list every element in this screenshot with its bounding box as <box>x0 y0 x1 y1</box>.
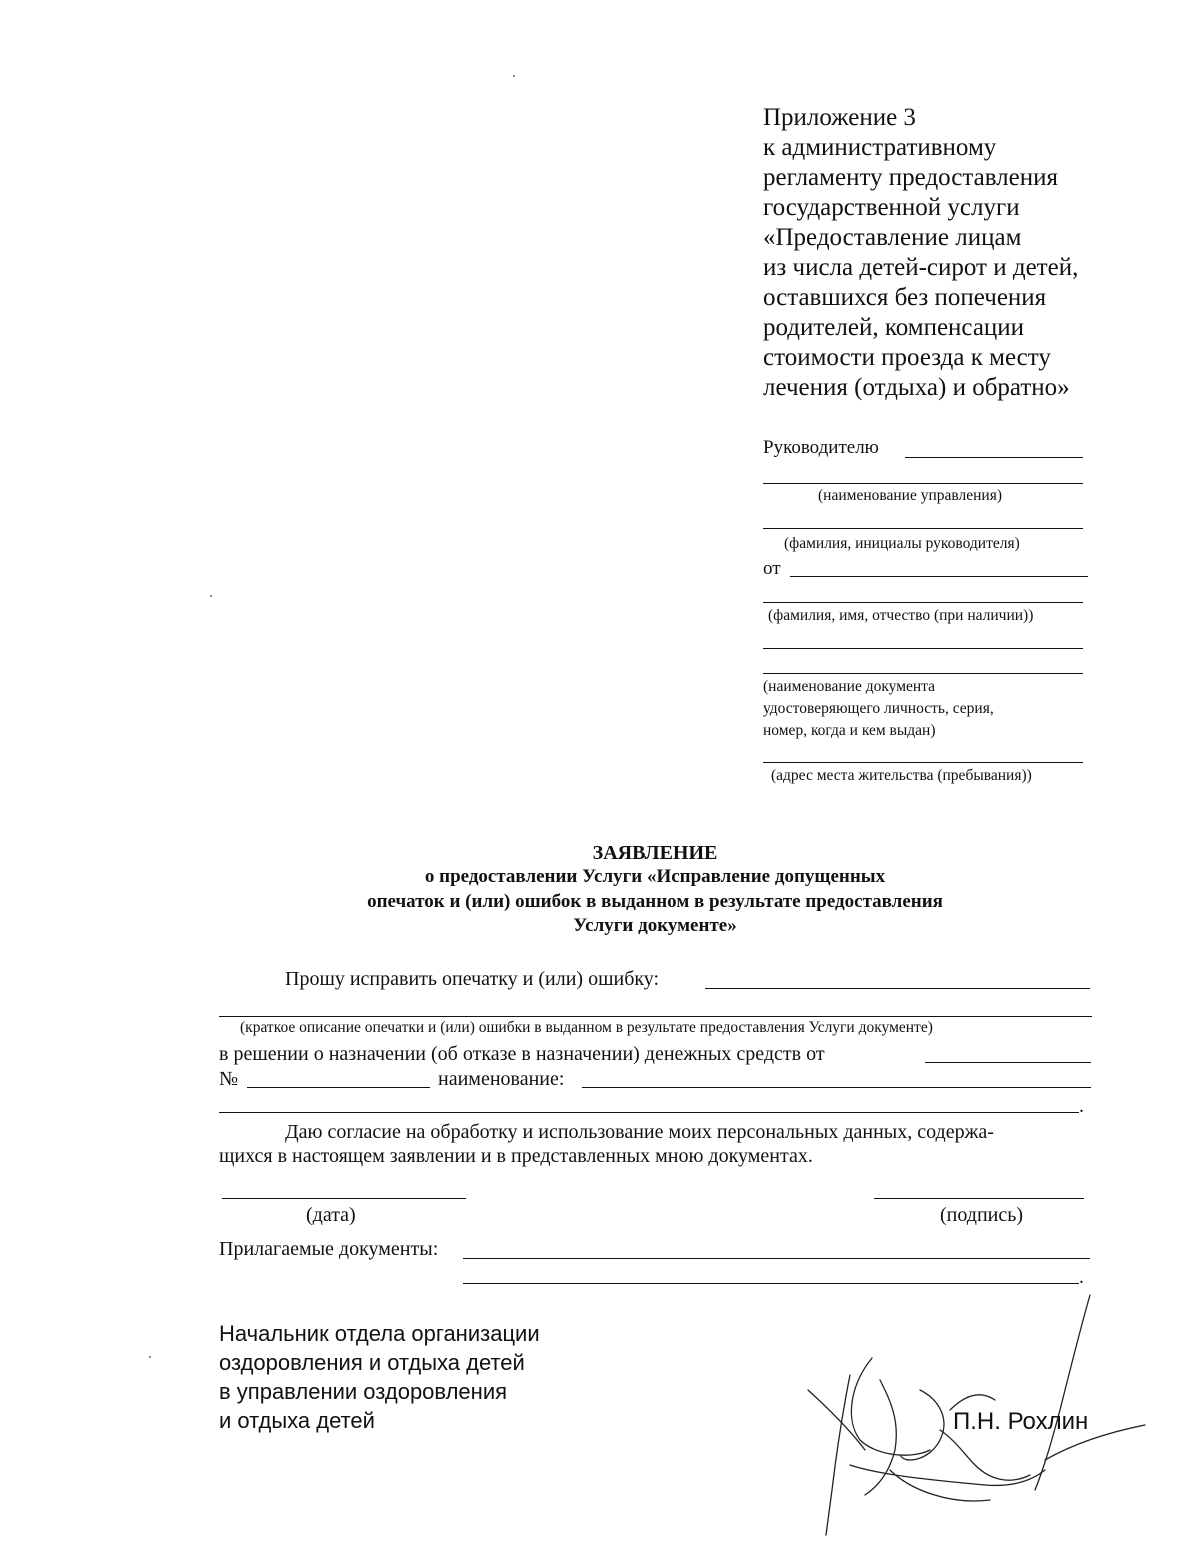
appendix-line: к административному <box>763 134 997 161</box>
appendix-line: стоимости проезда к месту <box>763 344 1051 371</box>
line-period: . <box>1079 1266 1084 1288</box>
decision-date-field[interactable] <box>925 1062 1091 1063</box>
department-field[interactable] <box>763 483 1083 484</box>
position-line: и отдыха детей <box>219 1408 375 1433</box>
subheading-line: Услуги документе» <box>573 915 737 936</box>
error-field-1[interactable] <box>705 988 1090 989</box>
error-caption: (краткое описание опечатки и (или) ошибки в выданном в результате предоставления Услуги документе) <box>240 1019 933 1036</box>
position-line: Начальник отдела организации <box>219 1321 540 1346</box>
address-caption: (адрес места жительства (пребывания)) <box>771 767 1032 784</box>
signature-field[interactable] <box>874 1198 1084 1199</box>
id-document-caption: номер, когда и кем выдан) <box>763 722 936 739</box>
id-document-field-2[interactable] <box>763 673 1083 674</box>
decision-number-field[interactable] <box>247 1087 430 1088</box>
appendix-line: оставшихся без попечения <box>763 284 1047 311</box>
signature-caption: (подпись) <box>940 1204 1024 1226</box>
appendix-line: Приложение 3 <box>763 104 916 131</box>
line-period: . <box>1079 1095 1084 1117</box>
address-field[interactable] <box>763 762 1083 763</box>
appendix-line: «Предоставление лицам <box>763 224 1022 251</box>
to-head-label: Руководителю <box>763 437 879 458</box>
id-document-caption: (наименование документа <box>763 678 936 695</box>
from-label: от <box>763 558 781 579</box>
department-caption: (наименование управления) <box>818 487 1002 504</box>
decision-label: в решении о назначении (об отказе в назначении) денежных средств от <box>219 1043 825 1065</box>
decision-name-field-2[interactable] <box>219 1112 1079 1113</box>
subheading-line: о предоставлении Услуги «Исправление допущенных <box>424 866 886 887</box>
subheading-line: опечаток и (или) ошибок в выданном в результате предоставления <box>367 891 943 912</box>
consent-text: Даю согласие на обработку и использование моих персональных данных, содержа- <box>285 1121 994 1143</box>
date-field[interactable] <box>222 1198 466 1199</box>
head-initials-caption: (фамилия, инициалы руководителя) <box>784 535 1020 552</box>
position-line: оздоровления и отдыха детей <box>219 1350 525 1375</box>
applicant-name-caption: (фамилия, имя, отчество (при наличии)) <box>768 607 1034 624</box>
scan-speck <box>210 595 212 597</box>
from-field[interactable] <box>790 576 1088 577</box>
id-document-caption: удостоверяющего личность, серия, <box>763 700 994 717</box>
date-caption: (дата) <box>306 1204 356 1226</box>
scan-speck <box>513 75 515 77</box>
attachments-field-2[interactable] <box>463 1283 1079 1284</box>
appendix-line: родителей, компенсации <box>763 314 1025 341</box>
head-name-field[interactable] <box>905 457 1083 458</box>
appendix-line: из числа детей-сирот и детей, <box>763 254 1079 281</box>
attachments-label: Прилагаемые документы: <box>219 1238 439 1260</box>
appendix-line: государственной услуги <box>763 194 1020 221</box>
number-label: № <box>219 1068 239 1090</box>
head-initials-field[interactable] <box>763 528 1083 529</box>
appendix-line: регламенту предоставления <box>763 164 1059 191</box>
applicant-name-field[interactable] <box>763 602 1083 603</box>
scan-speck <box>149 1356 151 1358</box>
id-document-field-1[interactable] <box>763 648 1083 649</box>
heading: ЗАЯВЛЕНИЕ <box>592 842 718 864</box>
position-line: в управлении оздоровления <box>219 1379 508 1404</box>
appendix-line: лечения (отдыха) и обратно» <box>763 374 1070 401</box>
name-label: наименование: <box>438 1068 565 1090</box>
signer-name: П.Н. Рохлин <box>953 1408 1089 1435</box>
request-label: Прошу исправить опечатку и (или) ошибку: <box>285 968 660 990</box>
error-field-2[interactable] <box>219 1016 1092 1017</box>
decision-name-field[interactable] <box>582 1087 1091 1088</box>
consent-text: щихся в настоящем заявлении и в представленных мною документах. <box>219 1145 813 1167</box>
attachments-field-1[interactable] <box>463 1258 1090 1259</box>
